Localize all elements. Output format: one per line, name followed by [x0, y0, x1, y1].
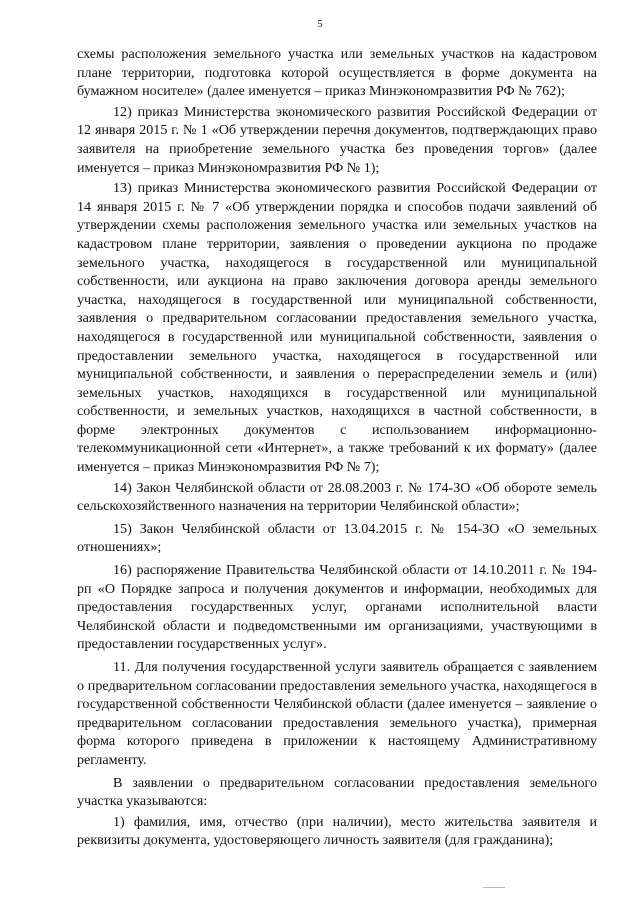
paragraph-item-16: 16) распоряжение Правительства Челябинской области от 14.10.2011 г. № 194-рп «О Порядке запроса и получения документов и информации, необходимых для предоставления государственных услуг, органами исполнительной власти Челябинской области и подведомственными им организациями, участвующими в предоставлении государственных услуг». [77, 562, 597, 653]
paragraph-section-11: 11. Для получения государственной услуги заявитель обращается с заявлением о предварительном согласовании предоставления земельного участка, находящегося в государственной собственности Челябинской области (далее именуется – заявление о предварительном согласовании предоставления земельного участка), примерная форма которого приведена в приложении к настоящему Административному регламенту. [77, 659, 597, 768]
scan-artifact [483, 887, 505, 888]
paragraph-list-item-1: 1) фамилия, имя, отчество (при наличии), место жительства заявителя и реквизиты документа, удостоверяющего личность заявителя (для гражданина); [77, 813, 597, 849]
paragraph-continuation: схемы расположения земельного участка или земельных участков на кадастровом плане территории, подготовка которой осуществляется в форме документа на бумажном носителе» (далее именуется – приказ Минэкономразвития РФ № 762); [77, 46, 597, 100]
page-number: 5 [317, 18, 323, 30]
document-body [77, 45, 597, 850]
paragraph-intro: В заявлении о предварительном согласовании предоставления земельного участка указываются: [77, 774, 597, 810]
paragraph-item-12: 12) приказ Министерства экономического развития Российской Федерации от 12 января 2015 г. № 1 «Об утверждении перечня документов, подтверждающих право заявителя на приобретение земельного участка без проведения торгов» (далее именуется – приказ Минэкономразвития РФ № 1); [77, 103, 597, 176]
paragraph-item-15: 15) Закон Челябинской области от 13.04.2015 г. № 154-ЗО «О земельных отношениях»; [77, 520, 597, 556]
paragraph-item-14: 14) Закон Челябинской области от 28.08.2003 г. № 174-ЗО «Об обороте земель сельскохозяйственного назначения на территории Челябинской области»; [77, 479, 597, 515]
paragraph-item-13: 13) приказ Министерства экономического развития Российской Федерации от 14 января 2015 г. № 7 «Об утверждении порядка и способов подачи заявлений об утверждении схемы расположения земельного участка или земельных участков на кадастровом плане территории, заявления о проведении аукциона по продаже земельного участка, находящегося в государственной или муниципальной собственности, или аукциона на право заключения договора аренды земельного участка, находящегося в государственной или муниципальной собственности, заявления о предварительном согласовании предоставления земельного участка, находящегося в государственной или муниципальной собственности, заявления о предоставлении земельного участка, находящегося в государственной или муниципальной собственности, и заявления о перераспределении земель и (или) земельных участков, находящихся в государственной или муниципальной собственности, и земельных участков, находящихся в частной собственности, в форме электронных документов с использованием информационно-телекоммуникационной сети «Интернет», а также требований к их формату» (далее именуется – приказ Минэкономразвития РФ № 7); [77, 180, 597, 476]
